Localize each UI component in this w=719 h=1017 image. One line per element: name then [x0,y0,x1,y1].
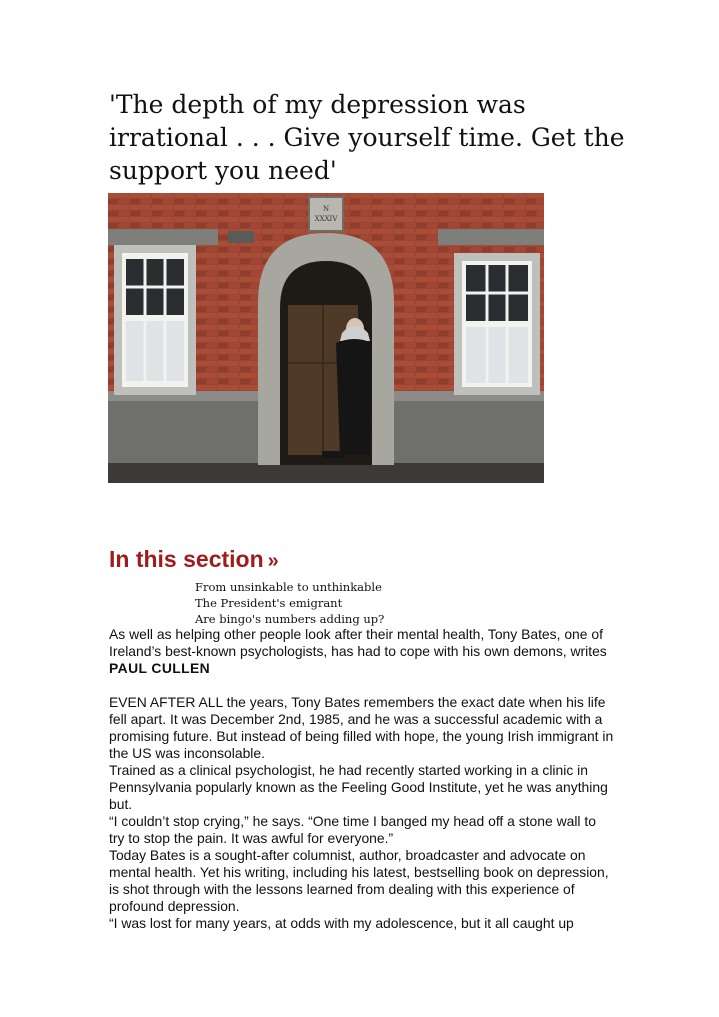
section-link[interactable]: The President's emigrant [195,596,343,610]
section-links [195,579,595,627]
standfirst [109,626,614,677]
paragraph: EVEN AFTER ALL the years, Tony Bates remembers the exact date when his life fell apart. It was December 2nd, 1985, and he was a successful academic with a promising future. But instead of being filled with hope, the young Irish immigrant in the US was inconsolable. [109,694,614,761]
paragraph: “I couldn’t stop crying,” he says. “One time I banged my head off a stone wall to try to stop the pain. It was awful for everyone.” [109,813,596,846]
plaque-line-2: XXXIV [314,215,338,223]
section-heading-label: In this section [109,546,264,572]
paragraph: “I was lost for many years, at odds with my adolescence, but it all caught up [109,915,574,931]
byline: PAUL CULLEN [109,660,211,676]
article-body [109,626,614,932]
section-link[interactable]: From unsinkable to unthinkable [195,580,382,594]
paragraph: Today Bates is a sought-after columnist, author, broadcaster and advocate on mental health. Yet his writing, including his latest, bestselling book on depression, is shot through with the lessons learned from dealing with this experience of profound depression. [109,847,609,914]
paragraph: Trained as a clinical psychologist, he had recently started working in a clinic in Pennsylvania popularly known as the Feeling Good Institute, yet he was anything but. [109,762,608,812]
section-arrow-icon[interactable]: » [267,550,279,572]
section-heading [109,546,279,573]
section-link[interactable]: Are bingo's numbers adding up? [195,612,385,626]
article-headline: 'The depth of my depression was irrational . . . Give yourself time. Get the support you need' [109,90,625,185]
plaque-line-1: N [322,205,330,213]
article-photo [108,193,544,483]
standfirst-text: As well as helping other people look after their mental health, Tony Bates, one of Ireland’s best-known psychologists, has had to cope with his own demons, writes [109,626,607,659]
